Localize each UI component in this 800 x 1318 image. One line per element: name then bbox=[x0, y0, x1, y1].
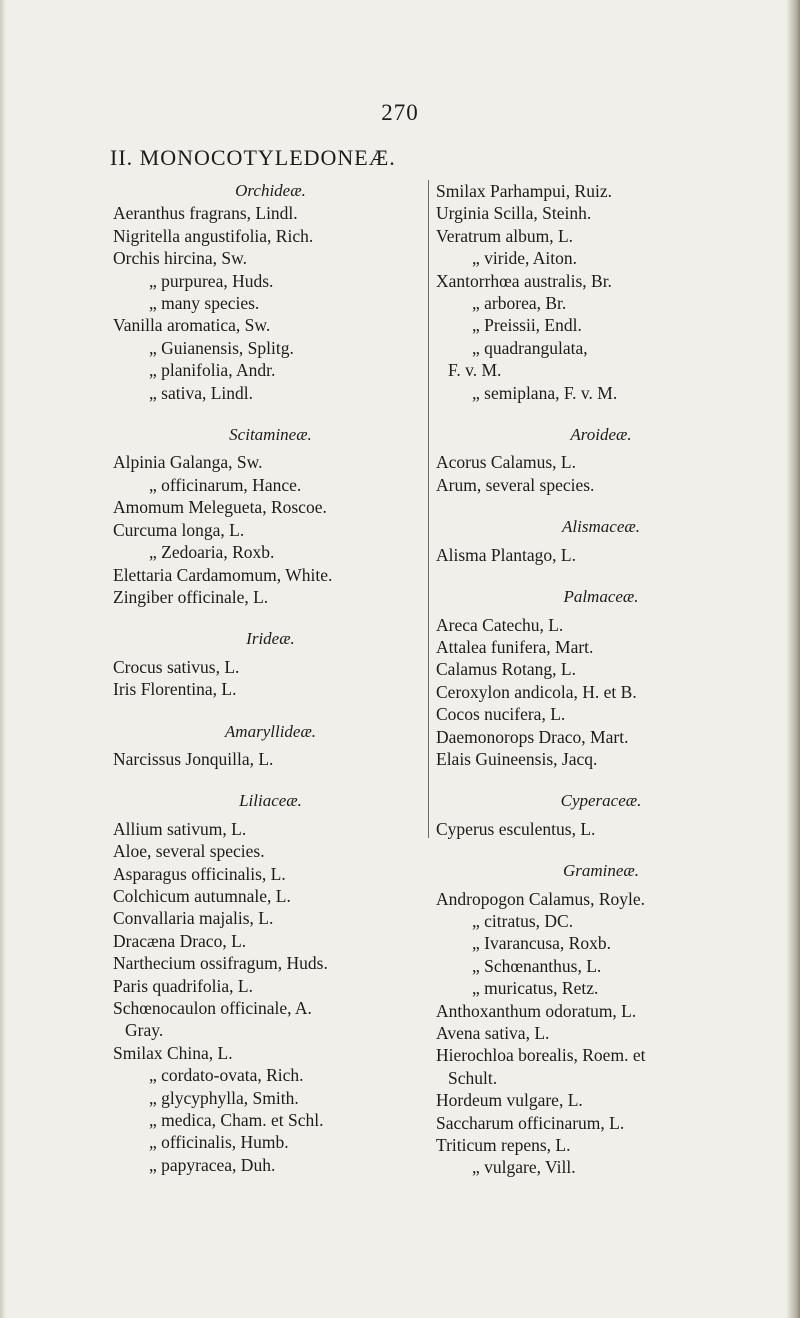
species-entry: Anthoxanthum odoratum, L. bbox=[436, 1000, 637, 1021]
species-entry: Elais Guineensis, Jacq. bbox=[436, 748, 598, 769]
species-entry: Hordeum vulgare, L. bbox=[436, 1090, 583, 1111]
species-entry: Schult. bbox=[448, 1067, 498, 1088]
species-entry: Xantorrhœa australis, Br. bbox=[436, 270, 612, 291]
species-entry: Arum, several species. bbox=[436, 474, 595, 495]
species-entry: Ceroxylon andicola, H. et B. bbox=[436, 681, 637, 702]
species-entry: Gray. bbox=[125, 1020, 164, 1041]
species-entry: F. v. M. bbox=[448, 360, 502, 381]
species-entry: „ cordato-ovata, Rich. bbox=[149, 1065, 304, 1086]
species-entry: Schœnocaulon officinale, A. bbox=[113, 998, 312, 1018]
species-entry: Elettaria Cardamomum, White. bbox=[113, 564, 333, 585]
species-entry: Asparagus officinalis, L. bbox=[113, 863, 286, 884]
species-entry: Curcuma longa, L. bbox=[113, 519, 245, 540]
species-entry: Iris Florentina, L. bbox=[113, 679, 237, 700]
species-entry: „ citratus, DC. bbox=[472, 910, 574, 931]
species-entry: „ medica, Cham. et Schl. bbox=[149, 1110, 324, 1131]
species-entry: Smilax China, L. bbox=[113, 1042, 233, 1063]
species-entry: „ glycyphylla, Smith. bbox=[149, 1087, 299, 1108]
species-entry: „ viride, Aiton. bbox=[472, 248, 577, 269]
species-entry: Triticum repens, L. bbox=[436, 1135, 571, 1156]
species-entry: Urginia Scilla, Steinh. bbox=[436, 203, 592, 224]
species-entry: Aloe, several species. bbox=[113, 841, 265, 862]
species-entry: Calamus Rotang, L. bbox=[436, 659, 576, 680]
family-heading: Amaryllideæ. bbox=[224, 721, 317, 741]
species-entry: Cyperus esculentus, L. bbox=[436, 818, 596, 839]
species-entry: Areca Catechu, L. bbox=[436, 614, 564, 635]
species-entry: „ papyracea, Duh. bbox=[149, 1154, 276, 1175]
species-entry: Andropogon Calamus, Royle. bbox=[436, 888, 646, 909]
part-title: II. MONOCOTYLEDONEÆ. bbox=[110, 145, 396, 170]
species-entry: Nigritella angustifolia, Rich. bbox=[113, 225, 314, 246]
family-heading: Cyperaceæ. bbox=[560, 791, 642, 811]
family-heading: Irideæ. bbox=[246, 629, 295, 649]
family-heading: Gramineæ. bbox=[562, 861, 640, 881]
species-entry: Alisma Plantago, L. bbox=[436, 544, 576, 565]
species-entry: Paris quadrifolia, L. bbox=[113, 975, 253, 996]
species-entry: „ Guianensis, Splitg. bbox=[149, 337, 294, 358]
page-number: 270 bbox=[381, 100, 419, 125]
species-entry: Veratrum album, L. bbox=[436, 225, 574, 246]
species-entry: Narcissus Jonquilla, L. bbox=[113, 748, 274, 769]
family-heading: Alismaceæ. bbox=[562, 517, 640, 537]
species-entry: Vanilla aromatica, Sw. bbox=[113, 315, 271, 336]
page-left-edge bbox=[0, 0, 6, 1318]
right-column bbox=[436, 180, 766, 1179]
species-entry: Avena sativa, L. bbox=[436, 1023, 550, 1043]
species-entry: „ Schœnanthus, L. bbox=[472, 955, 602, 976]
species-entry: Cocos nucifera, L. bbox=[436, 704, 566, 725]
species-entry: Orchis hircina, Sw. bbox=[113, 248, 247, 269]
page-right-edge bbox=[786, 0, 800, 1318]
column-divider bbox=[428, 180, 429, 838]
species-entry: „ officinarum, Hance. bbox=[149, 474, 302, 495]
species-entry: Crocus sativus, L. bbox=[113, 656, 240, 677]
species-entry: „ many species. bbox=[149, 293, 260, 314]
species-entry: „ planifolia, Andr. bbox=[149, 360, 276, 381]
species-entry: „ purpurea, Huds. bbox=[149, 270, 274, 291]
family-heading: Palmaceæ. bbox=[563, 587, 639, 607]
family-heading: Orchideæ. bbox=[235, 181, 306, 200]
species-entry: „ officinalis, Humb. bbox=[149, 1132, 289, 1153]
family-heading: Aroideæ. bbox=[570, 425, 632, 445]
species-entry: Allium sativum, L. bbox=[113, 818, 247, 839]
species-entry: „ quadrangulata, bbox=[472, 337, 588, 358]
species-entry: Amomum Melegueta, Roscoe. bbox=[113, 497, 327, 518]
species-entry: Colchicum autumnale, L. bbox=[113, 885, 291, 906]
species-entry: „ sativa, Lindl. bbox=[149, 382, 254, 403]
species-entry: Hierochloa borealis, Roem. et bbox=[436, 1045, 646, 1066]
species-entry: Attalea funifera, Mart. bbox=[436, 636, 594, 657]
species-entry: Saccharum officinarum, L. bbox=[436, 1112, 625, 1133]
species-entry: Dracæna Draco, L. bbox=[113, 930, 247, 951]
species-entry: „ vulgare, Vill. bbox=[472, 1157, 576, 1178]
species-entry: Convallaria majalis, L. bbox=[113, 908, 274, 929]
species-entry: „ Ivarancusa, Roxb. bbox=[472, 933, 611, 954]
species-entry: Smilax Parhampui, Ruiz. bbox=[436, 181, 612, 201]
family-heading: Liliaceæ. bbox=[239, 791, 302, 811]
species-entry: Daemonorops Draco, Mart. bbox=[436, 726, 629, 747]
species-entry: Aeranthus fragrans, Lindl. bbox=[113, 203, 298, 224]
species-entry: Zingiber officinale, L. bbox=[113, 586, 269, 607]
species-entry: „ muricatus, Retz. bbox=[472, 978, 599, 999]
species-entry: Acorus Calamus, L. bbox=[436, 452, 576, 473]
species-entry: „ Zedoaria, Roxb. bbox=[149, 542, 275, 563]
left-column bbox=[113, 180, 428, 1176]
species-entry: Alpinia Galanga, Sw. bbox=[113, 452, 263, 473]
species-entry: „ Preissii, Endl. bbox=[472, 315, 582, 336]
family-heading: Scitamineæ. bbox=[229, 425, 312, 445]
species-entry: „ arborea, Br. bbox=[472, 293, 567, 314]
species-entry: „ semiplana, F. v. M. bbox=[472, 382, 618, 403]
species-entry: Narthecium ossifragum, Huds. bbox=[113, 953, 328, 974]
